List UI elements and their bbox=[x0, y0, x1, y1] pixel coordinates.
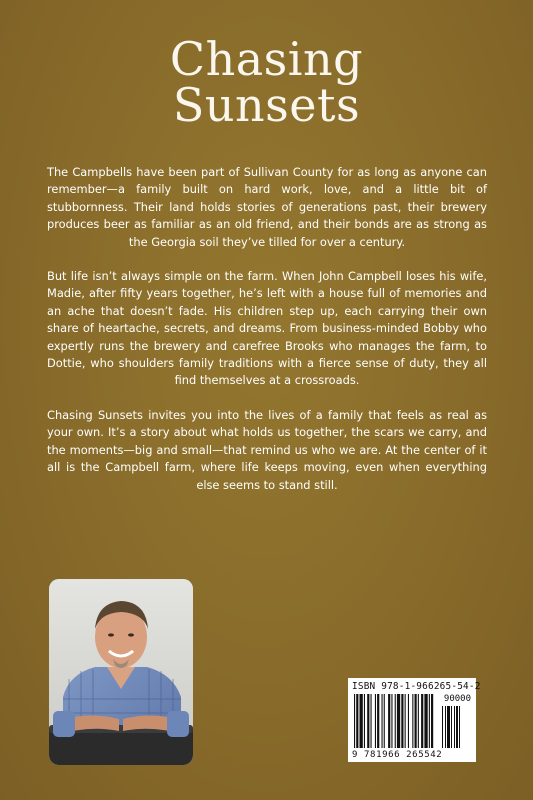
barcode-bar bbox=[408, 694, 409, 748]
barcode-bar bbox=[364, 694, 365, 748]
barcode-bar bbox=[421, 694, 423, 748]
blurb-paragraph-2: But life isn’t always simple on the farm. When John Campbell loses his wife, Madie, after fifty years together, he’s left with a house full of memories and an ache that doesn’t fade. His children step up, each carrying their own share of heartache, secrets, and dreams. From business-minded Bobby who expertly runs the brewery and carefree Brooks who manages the farm, to Dottie, who shoulders family traditions with a fierce sense of duty, they all find themselves at a crossroads. bbox=[47, 269, 487, 388]
barcode-addon-bar bbox=[459, 706, 460, 748]
barcode-bar bbox=[395, 694, 396, 748]
barcode-bar bbox=[397, 694, 400, 748]
author-photo bbox=[49, 579, 193, 765]
barcode-bar bbox=[424, 694, 427, 748]
price-code: 90000 bbox=[443, 694, 471, 704]
barcode-bar bbox=[354, 694, 355, 748]
author-portrait-illustration bbox=[49, 579, 193, 765]
barcode-addon-bar bbox=[456, 706, 458, 748]
barcode-bar bbox=[388, 694, 390, 748]
barcode-addon-bar bbox=[442, 706, 443, 748]
barcode-bar bbox=[382, 694, 383, 748]
barcode-bar bbox=[371, 694, 372, 748]
barcode-bar bbox=[431, 694, 433, 748]
isbn-barcode bbox=[348, 678, 481, 762]
barcode-bar bbox=[418, 694, 419, 748]
barcode-bar bbox=[405, 694, 406, 748]
barcode-digits: 9 781966 265542 bbox=[352, 750, 443, 760]
barcode-bar bbox=[415, 694, 417, 748]
barcode-addon-bar bbox=[447, 706, 450, 748]
barcode-addon-bar bbox=[445, 706, 446, 748]
barcode-bar bbox=[391, 694, 392, 748]
barcode-bar bbox=[367, 694, 369, 748]
barcode-bar bbox=[412, 694, 413, 748]
book-blurb bbox=[47, 164, 487, 511]
barcode-addon-bar bbox=[451, 706, 452, 748]
barcode-bar bbox=[375, 694, 376, 748]
blurb-paragraph-3: Chasing Sunsets invites you into the lives of a family that feels as real as your own. It’s a story about what holds us together, the scars we carry, and the moments—big and small—that remind us who we are. At the center of it all is the Campbell farm, where life keeps moving, even when everything else seems to stand still. bbox=[47, 407, 487, 492]
blurb-paragraph-1: The Campbells have been part of Sullivan County for as long as anyone can remember—a family built on hard work, love, and a little bit of stubbornness. Their land holds stories of generations past, their brewery produces beer as familiar as an old friend, and their bonds are as strong as the Georgia soil they’ve tilled for over a century. bbox=[47, 165, 487, 249]
book-title bbox=[0, 32, 533, 132]
barcode-addon-bar bbox=[454, 706, 455, 748]
barcode-bar bbox=[429, 694, 430, 748]
barcode-bar bbox=[384, 694, 385, 748]
isbn-label: ISBN 978-1-966265-54-2 bbox=[352, 681, 481, 692]
title-line-1: Chasing bbox=[169, 32, 364, 86]
barcode-bar bbox=[356, 694, 358, 748]
barcode-bar bbox=[360, 694, 363, 748]
title-line-2: Sunsets bbox=[172, 78, 361, 132]
barcode-bar bbox=[401, 694, 403, 748]
barcode-bar bbox=[377, 694, 379, 748]
